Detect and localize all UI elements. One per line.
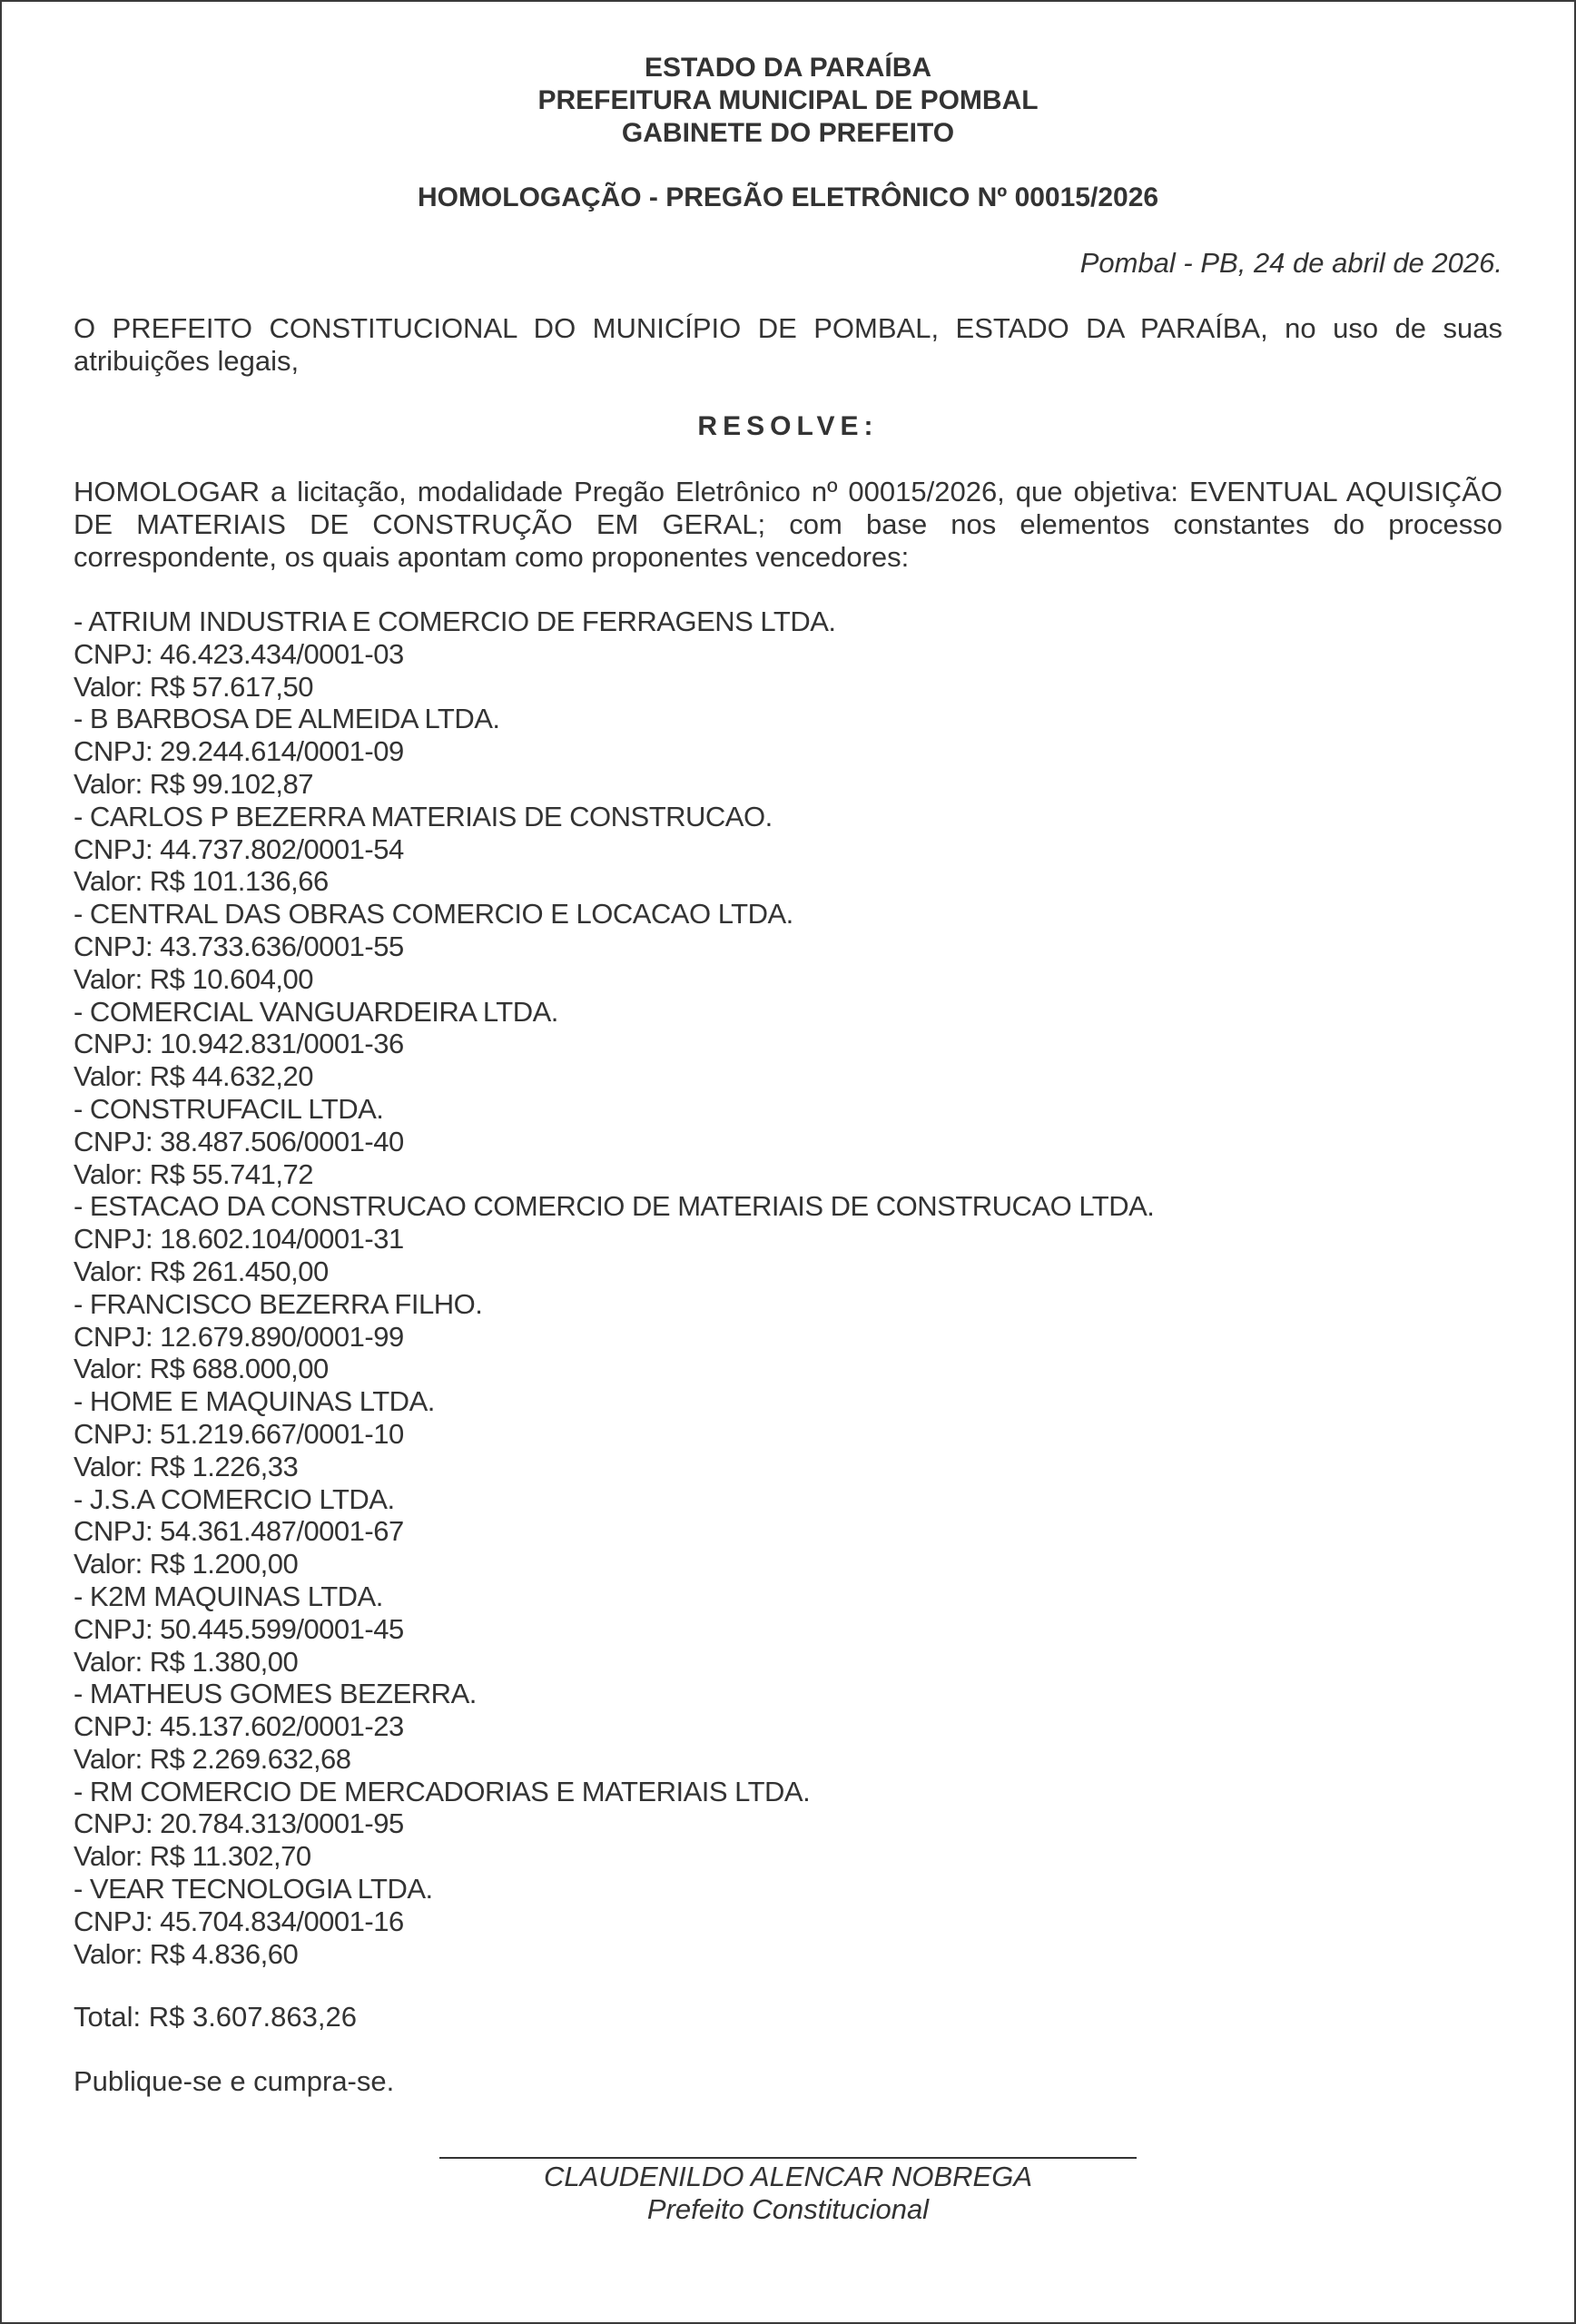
vendor-cnpj: CNPJ: 29.244.614/0001-09: [74, 735, 404, 768]
vendor-name: - MATHEUS GOMES BEZERRA.: [74, 1678, 477, 1710]
vendor-entry: [74, 1581, 1502, 1678]
homologation-paragraph: HOMOLOGAR a licitação, modalidade Pregão Eletrônico nº 00015/2026, que objetiva: EVENTUAL AQUISIÇÃO DE MATERIAIS DE CONSTRUÇÃO EM GERAL; com base nos elementos constantes do processo correspondente, os quais apontam como proponentes vencedores:: [74, 476, 1502, 573]
vendor-name: - CENTRAL DAS OBRAS COMERCIO E LOCACAO LTDA.: [74, 898, 793, 931]
signer-name: CLAUDENILDO ALENCAR NOBREGA: [543, 2161, 1033, 2192]
vendor-name: - FRANCISCO BEZERRA FILHO.: [74, 1287, 483, 1320]
document-header: [2, 52, 1574, 150]
signature-block: [2, 2161, 1574, 2226]
vendor-cnpj: CNPJ: 43.733.636/0001-55: [74, 930, 404, 962]
vendor-value: Valor: R$ 57.617,50: [74, 670, 313, 703]
vendor-value: Valor: R$ 99.102,87: [74, 767, 313, 800]
vendor-cnpj: CNPJ: 54.361.487/0001-67: [74, 1515, 404, 1548]
vendor-entry: [74, 1483, 1502, 1581]
vendor-value: Valor: R$ 2.269.632,68: [74, 1742, 351, 1775]
closing-statement: Publique-se e cumpra-se.: [74, 2065, 395, 2097]
vendor-name: - RM COMERCIO DE MERCADORIAS E MATERIAIS LTDA.: [74, 1775, 811, 1807]
vendor-cnpj: CNPJ: 20.784.313/0001-95: [74, 1807, 404, 1840]
vendor-value: Valor: R$ 1.380,00: [74, 1645, 299, 1678]
vendor-entry: [74, 1385, 1502, 1482]
vendor-name: - K2M MAQUINAS LTDA.: [74, 1580, 383, 1612]
vendor-value: Valor: R$ 1.200,00: [74, 1548, 299, 1581]
vendor-entry: [74, 1093, 1502, 1190]
document-title: HOMOLOGAÇÃO - PREGÃO ELETRÔNICO Nº 00015/2026: [417, 182, 1159, 212]
vendor-name: - CONSTRUFACIL LTDA.: [74, 1092, 384, 1125]
vendor-name: - ATRIUM INDUSTRIA E COMERCIO DE FERRAGENS LTDA.: [74, 606, 836, 637]
vendor-cnpj: CNPJ: 44.737.802/0001-54: [74, 832, 404, 865]
vendor-value: Valor: R$ 101.136,66: [74, 865, 329, 898]
vendor-name: - ESTACAO DA CONSTRUCAO COMERCIO DE MATERIAIS DE CONSTRUCAO LTDA.: [74, 1190, 1155, 1223]
vendor-value: Valor: R$ 44.632,20: [74, 1060, 313, 1093]
vendor-entry: [74, 898, 1502, 995]
vendor-name: - J.S.A COMERCIO LTDA.: [74, 1482, 395, 1515]
vendor-entry: [74, 703, 1502, 800]
vendor-list: [74, 606, 1502, 1970]
vendor-cnpj: CNPJ: 38.487.506/0001-40: [74, 1125, 404, 1157]
vendor-cnpj: CNPJ: 46.423.434/0001-03: [74, 637, 404, 670]
date-line: Pombal - PB, 24 de abril de 2026.: [1079, 247, 1502, 279]
vendor-name: - HOME E MAQUINAS LTDA.: [74, 1385, 435, 1418]
vendor-value: Valor: R$ 55.741,72: [74, 1157, 313, 1190]
vendor-entry: [74, 606, 1502, 703]
signature-line: [439, 2157, 1137, 2159]
vendor-value: Valor: R$ 688.000,00: [74, 1353, 329, 1385]
vendor-value: Valor: R$ 11.302,70: [74, 1840, 311, 1873]
vendor-cnpj: CNPJ: 18.602.104/0001-31: [74, 1223, 404, 1256]
vendor-name: - COMERCIAL VANGUARDEIRA LTDA.: [74, 995, 558, 1028]
total-value: Total: R$ 3.607.863,26: [74, 2001, 357, 2033]
header-municipality: PREFEITURA MUNICIPAL DE POMBAL: [537, 85, 1039, 115]
vendor-cnpj: CNPJ: 10.942.831/0001-36: [74, 1028, 404, 1060]
vendor-cnpj: CNPJ: 12.679.890/0001-99: [74, 1320, 404, 1353]
vendor-cnpj: CNPJ: 45.704.834/0001-16: [74, 1905, 404, 1937]
vendor-name: - CARLOS P BEZERRA MATERIAIS DE CONSTRUCAO.: [74, 800, 773, 832]
vendor-value: Valor: R$ 4.836,60: [74, 1937, 299, 1970]
vendor-entry: [74, 801, 1502, 898]
vendor-cnpj: CNPJ: 51.219.667/0001-10: [74, 1417, 404, 1450]
vendor-value: Valor: R$ 1.226,33: [74, 1450, 299, 1482]
vendor-value: Valor: R$ 10.604,00: [74, 962, 313, 995]
header-office: GABINETE DO PREFEITO: [621, 118, 955, 148]
vendor-entry: [74, 1873, 1502, 1970]
signer-role: Prefeito Constitucional: [646, 2193, 930, 2225]
vendor-value: Valor: R$ 261.450,00: [74, 1255, 329, 1287]
vendor-entry: [74, 1776, 1502, 1873]
vendor-cnpj: CNPJ: 50.445.599/0001-45: [74, 1612, 404, 1645]
vendor-entry: [74, 1190, 1502, 1287]
intro-paragraph: O PREFEITO CONSTITUCIONAL DO MUNICÍPIO DE POMBAL, ESTADO DA PARAÍBA, no uso de suas atribuições legais,: [74, 312, 1502, 377]
header-state: ESTADO DA PARAÍBA: [644, 53, 932, 83]
vendor-cnpj: CNPJ: 45.137.602/0001-23: [74, 1710, 404, 1743]
resolve-heading: RESOLVE:: [697, 411, 879, 441]
vendor-name: - VEAR TECNOLOGIA LTDA.: [74, 1873, 433, 1905]
vendor-entry: [74, 1288, 1502, 1385]
vendor-entry: [74, 996, 1502, 1093]
vendor-entry: [74, 1678, 1502, 1775]
vendor-name: - B BARBOSA DE ALMEIDA LTDA.: [74, 703, 500, 735]
